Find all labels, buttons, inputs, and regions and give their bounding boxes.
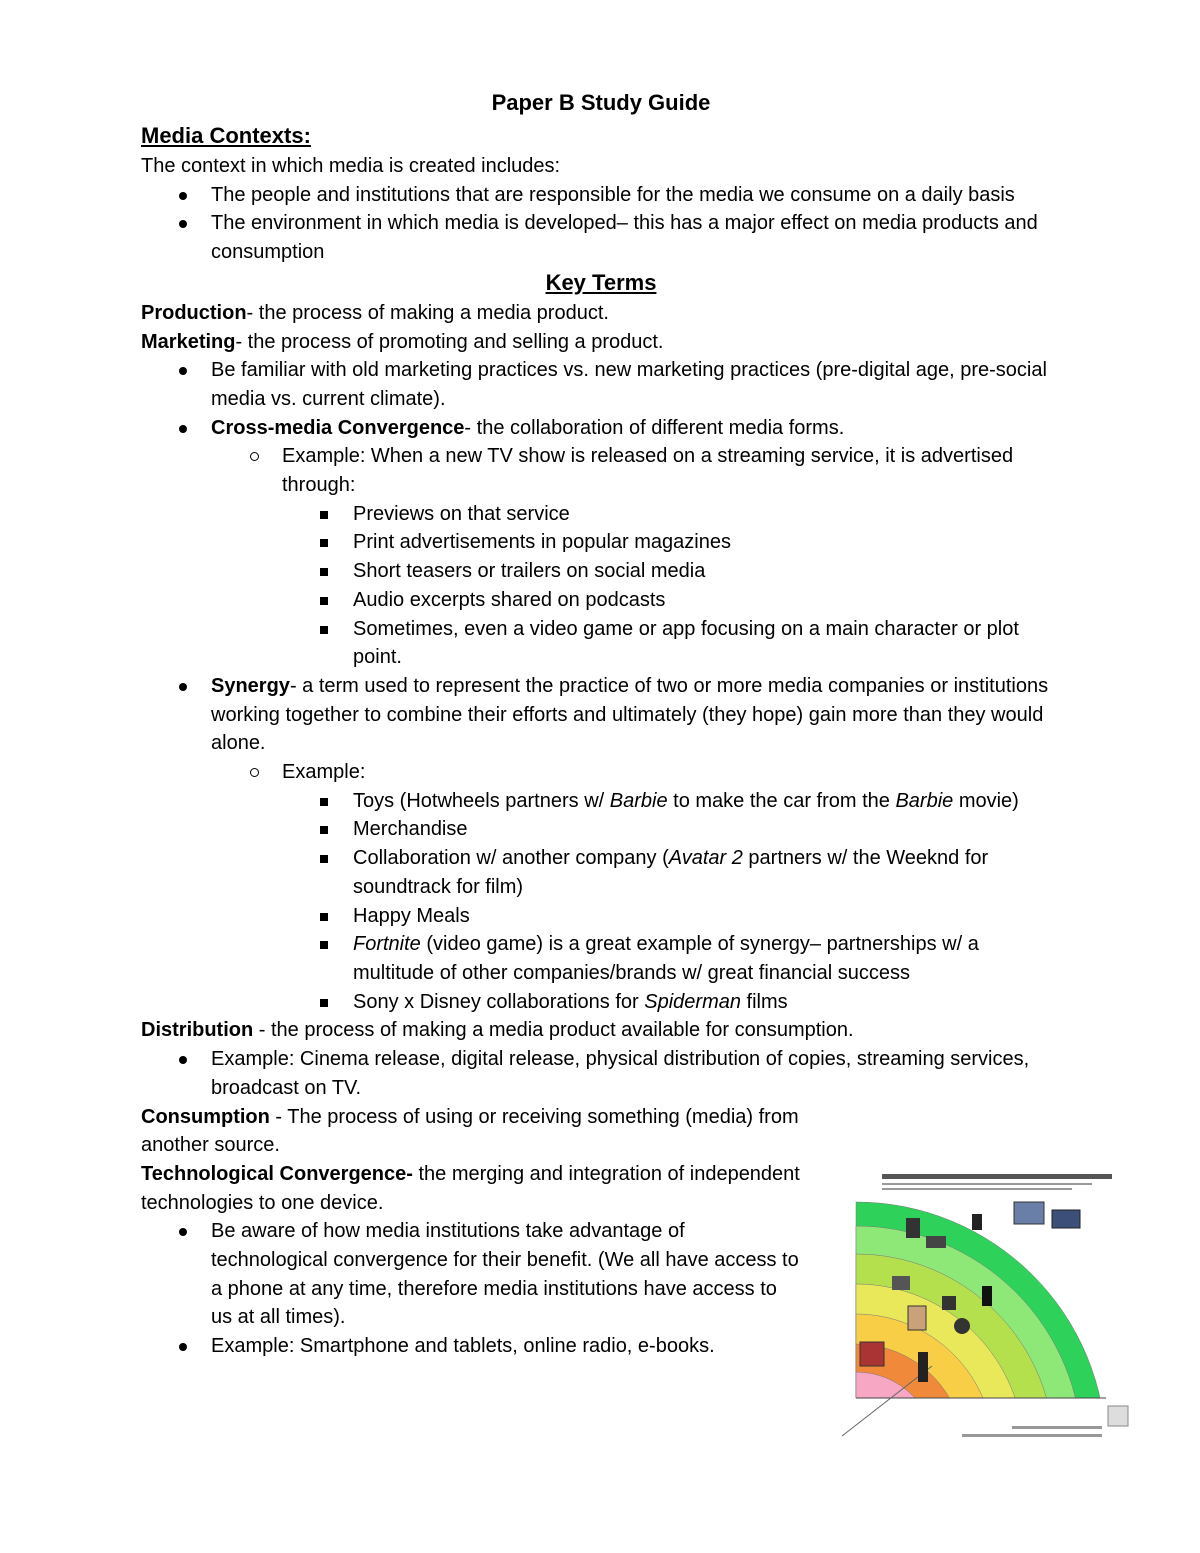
convergence-diagram-svg [822, 1166, 1132, 1450]
diagram-subtitle-bar [882, 1183, 1092, 1185]
media-contexts-list [141, 181, 1061, 267]
device-thumbnail [908, 1306, 926, 1330]
synergy-term: Synergy [211, 674, 290, 697]
diagram-legend-bar [1012, 1426, 1102, 1429]
cross-media-item: Cross-media Convergence- the collaboration of different media forms. [141, 414, 1061, 443]
media-contexts-heading: Media Contexts: [141, 123, 311, 148]
production-term: Production [141, 301, 247, 324]
device-thumbnail [954, 1318, 970, 1334]
tech-convergence-list [141, 1217, 801, 1361]
marketing-definition: Marketing- the process of promoting and selling a product. [141, 330, 664, 353]
device-thumbnail [1052, 1210, 1080, 1228]
list-item: The environment in which media is developed– this has a major effect on media products and consumption [141, 209, 1061, 266]
list-item: Print advertisements in popular magazines [141, 528, 1061, 557]
list-item: The people and institutions that are responsible for the media we consume on a daily basis [141, 181, 1061, 210]
device-thumbnail [972, 1214, 982, 1230]
distribution-definition: Distribution - the process of making a media product available for consumption. [141, 1019, 854, 1042]
device-thumbnail [906, 1218, 920, 1238]
cross-media-term: Cross-media Convergence [211, 416, 465, 439]
list-item: Previews on that service [141, 500, 1061, 529]
device-thumbnail [1014, 1202, 1044, 1224]
consumption-definition: Consumption - The process of using or receiving something (media) from another source. [141, 1105, 799, 1157]
diagram-subtitle-bar [882, 1188, 1072, 1190]
tech-convergence-definition: Technological Convergence- the merging and integration of independent technologies to one device. [141, 1162, 800, 1214]
list-item: Be familiar with old marketing practices vs. new marketing practices (pre-digital age, pre-social media vs. current climate). [141, 356, 1061, 413]
cross-media-example: Example: When a new TV show is released on a streaming service, it is advertised through: [141, 442, 1061, 499]
marketing-list [141, 356, 1061, 1016]
synergy-item: Synergy- a term used to represent the practice of two or more media companies or institutions working together to combine their efforts and ultimately (they hope) gain more than they would alone. [141, 672, 1061, 758]
list-item: Fortnite (video game) is a great example of synergy– partnerships w/ a multitude of other companies/brands w/ great financial success [141, 930, 1061, 987]
diagram-footer [822, 1398, 1132, 1450]
list-item: Be aware of how media institutions take advantage of technological convergence for their benefit. (We all have access to a phone at any time, therefore media institutions have access to us at all times). [141, 1217, 801, 1332]
license-badge [1108, 1406, 1128, 1426]
list-item: Short teasers or trailers on social media [141, 557, 1061, 586]
page-title: Paper B Study Guide [491, 90, 711, 115]
list-item: Sony x Disney collaborations for Spiderman films [141, 988, 1061, 1017]
device-thumbnail [942, 1296, 956, 1310]
list-item: Toys (Hotwheels partners w/ Barbie to make the car from the Barbie movie) [141, 787, 1061, 816]
diagram-legend-bar [962, 1434, 1102, 1437]
list-item: Audio excerpts shared on podcasts [141, 586, 1061, 615]
media-convergence-diagram-image [822, 1166, 1132, 1450]
list-item: Example: Cinema release, digital release, physical distribution of copies, streaming services, broadcast on TV. [141, 1045, 1061, 1102]
list-item: Happy Meals [141, 902, 1061, 931]
list-item: Sometimes, even a video game or app focusing on a main character or plot point. [141, 615, 1061, 672]
synergy-example: Example: [141, 758, 1061, 787]
device-thumbnail [918, 1352, 928, 1382]
marketing-term: Marketing [141, 330, 236, 353]
production-definition: Production- the process of making a media product. [141, 301, 609, 324]
distribution-term: Distribution [141, 1019, 254, 1042]
diagram-title-bar [882, 1174, 1112, 1179]
list-item: Collaboration w/ another company (Avatar 2 partners w/ the Weeknd for soundtrack for film) [141, 844, 1061, 901]
media-contexts-intro: The context in which media is created includes: [141, 155, 561, 177]
consumption-term: Consumption [141, 1105, 270, 1128]
device-thumbnail [926, 1236, 946, 1248]
list-item: Example: Smartphone and tablets, online radio, e-books. [141, 1332, 801, 1361]
key-terms-heading: Key Terms [545, 269, 657, 295]
distribution-list [141, 1045, 1061, 1102]
device-thumbnail [982, 1286, 992, 1306]
tech-convergence-term: Technological Convergence- [141, 1162, 413, 1185]
device-thumbnail [892, 1276, 910, 1290]
list-item: Merchandise [141, 815, 1061, 844]
device-thumbnail [860, 1342, 884, 1366]
